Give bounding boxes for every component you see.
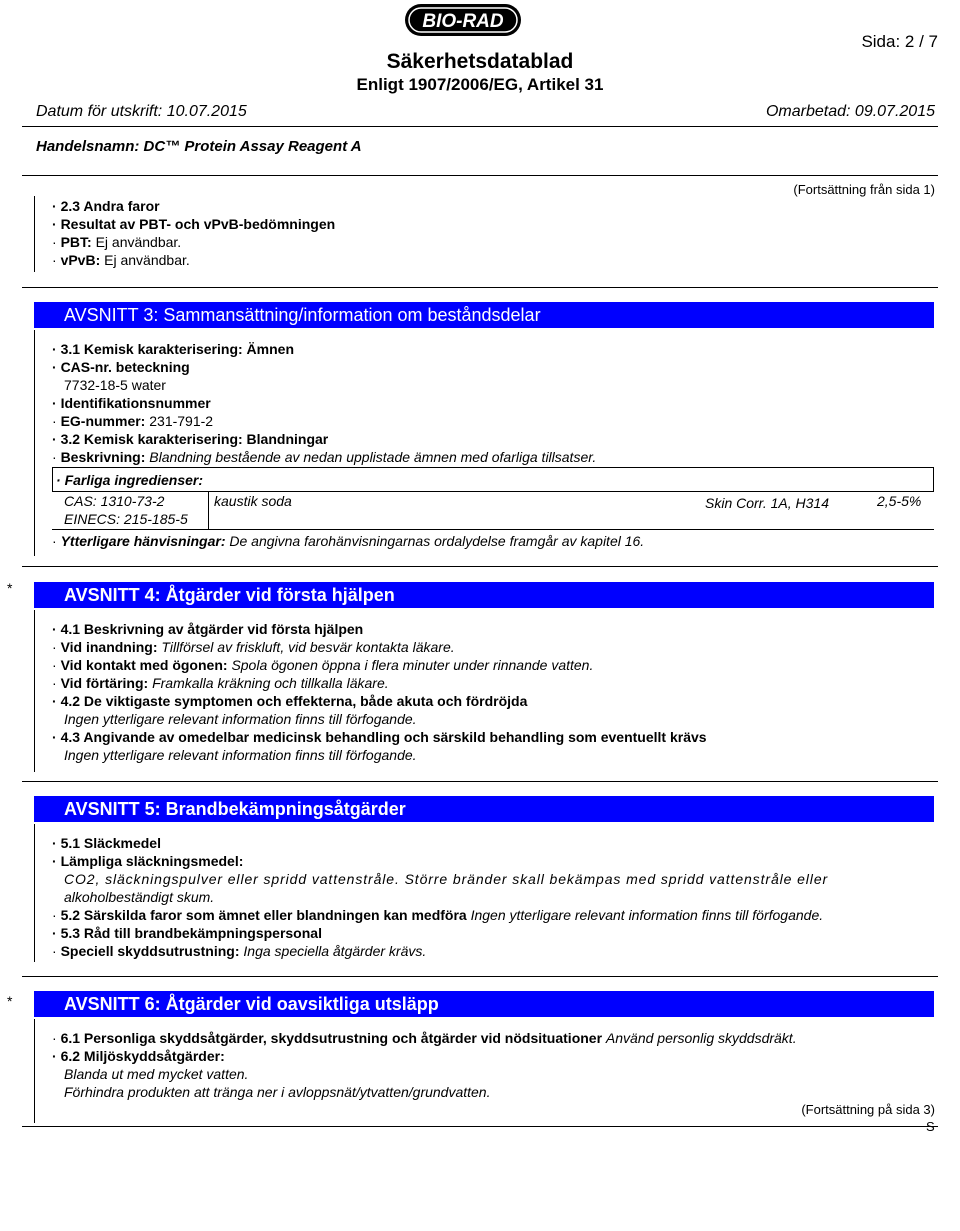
document-title: Säkerhetsdatablad [386, 50, 574, 73]
sec6-left-rule [34, 1019, 35, 1123]
sec5-sub2: · 5.2 Särskilda faror som ämnet eller blandningen kan medföra Ingen ytterligare relevant information finns till förfogande. [52, 907, 824, 923]
sec6-line2: Förhindra produkten att tränga ner i avloppsnät/ytvatten/grundvatten. [64, 1084, 491, 1100]
sec2-heading: · 2.3 Andra faror [52, 198, 160, 214]
ingredient-row-bottom [52, 529, 934, 530]
ingredient-row-top [52, 491, 934, 492]
sec6-header-bar [34, 991, 934, 1017]
header-divider [22, 126, 938, 127]
vpvb-line: · vPvB: Ej användbar. [52, 252, 190, 268]
sec6-sub1: · 6.1 Personliga skyddsåtgärder, skyddsutrustning och åtgärder vid nödsituationer Använd personlig skyddsdräkt. [52, 1030, 797, 1046]
ingredients-top-rule [52, 467, 934, 468]
print-date: Datum för utskrift: 10.07.2015 [36, 103, 247, 120]
ingredient-einecs: EINECS: 215-185-5 [64, 511, 188, 527]
inhalation-line: · Vid inandning: Tillförsel av friskluft, vid besvär kontakta läkare. [52, 639, 455, 655]
trade-name-divider [22, 175, 938, 176]
sec3-title: AVSNITT 3: Sammansättning/information om beståndsdelar [64, 305, 541, 325]
sec4-sub2-text: Ingen ytterligare relevant information finns till förfogande. [64, 711, 417, 727]
cas-value: 7732-18-5 water [64, 377, 166, 393]
sec4-header-bar [34, 582, 934, 608]
sec4-title: AVSNITT 4: Åtgärder vid första hjälpen [64, 585, 395, 605]
ingredient-classification: Skin Corr. 1A, H314 [705, 495, 829, 511]
pbt-heading: · Resultat av PBT- och vPvB-bedömningen [52, 216, 336, 232]
description-line: · Beskrivning: Blandning bestående av nedan upplistade ämnen med ofarliga tillsatser. [52, 449, 597, 465]
sec3-header-bar [34, 302, 934, 328]
continued-from-note: (Fortsättning från sida 1) [793, 182, 935, 197]
sec4-sub2: · 4.2 De viktigaste symptomen och effekterna, både akuta och fördröjda [52, 693, 528, 709]
sec6-change-marker: * [7, 993, 13, 1009]
sec2-left-rule [34, 196, 35, 272]
ec-number: · EG-nummer: 231-791-2 [52, 413, 214, 429]
ppe-line: · Speciell skyddsutrustning: Inga speciella åtgärder krävs. [52, 943, 427, 959]
ingredients-right-rule [933, 467, 934, 491]
trade-name: Handelsnamn: DC™ Protein Assay Reagent A [36, 138, 362, 155]
sec4-left-rule [34, 610, 35, 772]
ingredient-name: kaustik soda [214, 493, 292, 509]
suitable-media-line1: CO2, släckningspulver eller spridd vattenstråle. Större bränder skall bekämpas med spridd vattenstråle eller [64, 871, 829, 887]
suitable-media-label: · Lämpliga släckningsmedel: [52, 853, 244, 869]
more-references: · Ytterligare hänvisningar: De angivna farohänvisningarnas ordalydelse framgår av kapitel 16. [52, 533, 645, 549]
sec2-divider [22, 287, 938, 288]
ingredient-col-divider [208, 491, 209, 529]
sec6-title: AVSNITT 6: Åtgärder vid oavsiktliga utsläpp [64, 994, 439, 1014]
sec3-divider [22, 566, 938, 567]
ingredient-cas: CAS: 1310-73-2 [64, 493, 165, 509]
sec3-left-rule [34, 330, 35, 556]
ingestion-line: · Vid förtäring: Framkalla kräkning och tillkalla läkare. [52, 675, 389, 691]
ingredient-percent: 2,5-5% [877, 493, 922, 509]
logo-text: BIO-RAD [422, 11, 504, 32]
sec5-header-bar [34, 796, 934, 822]
sec5-divider [22, 976, 938, 977]
footer-divider [22, 1126, 938, 1127]
sec4-change-marker: * [7, 580, 13, 596]
document-subtitle: Enligt 1907/2006/EG, Artikel 31 [356, 75, 604, 94]
eye-contact-line: · Vid kontakt med ögonen: Spola ögonen öppna i flera minuter under rinnande vatten. [52, 657, 594, 673]
sec6-line1: Blanda ut med mycket vatten. [64, 1066, 249, 1082]
ingredients-label: · Farliga ingredienser: [56, 472, 204, 488]
revision-date: Omarbetad: 09.07.2015 [765, 103, 935, 120]
sec4-sub1: · 4.1 Beskrivning av åtgärder vid första hjälpen [52, 621, 364, 637]
page-number: Sida: 2 / 7 [861, 32, 938, 51]
ident-label: · Identifikationsnummer [52, 395, 211, 411]
sec6-sub2: · 6.2 Miljöskyddsåtgärder: [52, 1048, 225, 1064]
sec3-sub2: · 3.2 Kemisk karakterisering: Blandningar [52, 431, 329, 447]
pbt-line: · PBT: Ej användbar. [52, 234, 182, 250]
suitable-media-line2: alkoholbeständigt skum. [64, 889, 215, 905]
sec5-sub3: · 5.3 Råd till brandbekämpningspersonal [52, 925, 322, 941]
sec4-sub3-text: Ingen ytterligare relevant information finns till förfogande. [64, 747, 417, 763]
sec3-sub1: · 3.1 Kemisk karakterisering: Ämnen [52, 341, 295, 357]
sec5-left-rule [34, 824, 35, 962]
sec5-sub1: · 5.1 Släckmedel [52, 835, 161, 851]
footer-mark [926, 1118, 935, 1136]
continued-on-note: (Fortsättning på sida 3) [801, 1102, 935, 1117]
sec4-sub3: · 4.3 Angivande av omedelbar medicinsk behandling och särskild behandling som eventuellt krävs [52, 729, 707, 745]
cas-label: · CAS-nr. beteckning [52, 359, 190, 375]
ingredients-left-rule [52, 467, 53, 491]
bio-rad-logo [404, 3, 522, 37]
sec5-title: AVSNITT 5: Brandbekämpningsåtgärder [64, 799, 406, 819]
sec4-divider [22, 781, 938, 782]
